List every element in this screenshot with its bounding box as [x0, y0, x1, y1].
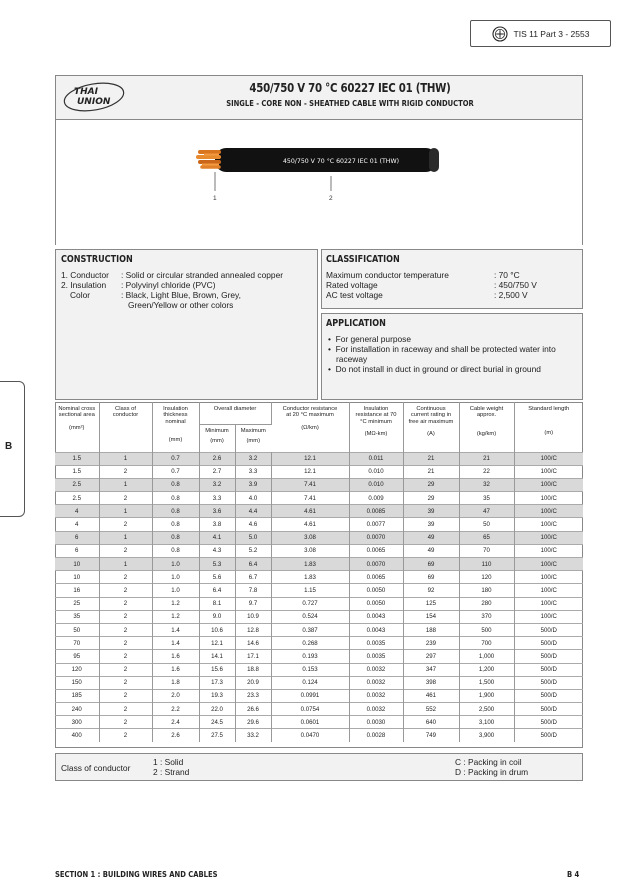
callout-2: 2 — [329, 195, 333, 202]
table-cell: 18.8 — [235, 663, 271, 676]
table-cell: 347 — [403, 663, 459, 676]
table-cell: 69 — [403, 558, 459, 571]
callout-1: 1 — [213, 195, 217, 202]
table-cell: 29 — [403, 492, 459, 505]
color-value: : Black, Light Blue, Brown, Grey, — [121, 290, 241, 300]
table-cell: 3.2 — [235, 452, 271, 465]
table-cell: 2 — [99, 703, 152, 716]
legend-panel — [55, 753, 583, 781]
table-cell: 1.15 — [271, 584, 349, 597]
color-label: Color — [70, 290, 91, 300]
table-cell: 24.5 — [199, 716, 235, 729]
table-row — [55, 597, 583, 610]
table-cell: 0.0754 — [271, 703, 349, 716]
table-cell: 0.0032 — [349, 663, 403, 676]
table-cell: 3.9 — [235, 478, 271, 491]
table-cell: 2 — [99, 637, 152, 650]
table-cell: 0.0991 — [271, 689, 349, 702]
table-cell: 2.0 — [152, 689, 199, 702]
table-cell: 100/C — [514, 452, 583, 465]
table-cell: 29 — [403, 478, 459, 491]
footer-page: B 4 — [567, 870, 580, 879]
application-item: • For installation in raceway and shall be protected water into — [328, 344, 556, 354]
table-cell: 110 — [459, 558, 514, 571]
legend-solid: 1 : Solid — [153, 757, 184, 767]
table-cell: 10 — [55, 571, 99, 584]
table-cell: 69 — [403, 571, 459, 584]
table-cell: 21 — [459, 452, 514, 465]
table-cell: 65 — [459, 531, 514, 544]
table-row — [55, 584, 583, 597]
table-cell: 3.08 — [271, 531, 349, 544]
table-cell: 0.8 — [152, 544, 199, 557]
table-cell: 95 — [55, 650, 99, 663]
table-cell: 400 — [55, 729, 99, 742]
col-insulation: Insulation thickness nominal (mm) — [152, 402, 199, 452]
table-cell: 12.8 — [235, 623, 271, 636]
application-item: • For general purpose — [328, 334, 412, 344]
table-cell: 100/C — [514, 492, 583, 505]
table-cell: 240 — [55, 703, 99, 716]
max-temp-value: : 70 °C — [494, 270, 520, 280]
table-row — [55, 610, 583, 623]
table-cell: 0.124 — [271, 676, 349, 689]
table-cell: 5.2 — [235, 544, 271, 557]
table-cell: 3.2 — [199, 478, 235, 491]
table-cell: 1.0 — [152, 558, 199, 571]
col-length: Standard length (m) — [528, 406, 570, 437]
thai-union-logo — [62, 80, 130, 114]
table-cell: 3.6 — [199, 505, 235, 518]
svg-text:UNION: UNION — [77, 97, 111, 107]
table-row — [55, 663, 583, 676]
table-cell: 700 — [459, 637, 514, 650]
table-row — [55, 465, 583, 478]
table-cell: 297 — [403, 650, 459, 663]
table-cell: 120 — [55, 663, 99, 676]
table-cell: 2 — [99, 465, 152, 478]
svg-text:THAI: THAI — [74, 87, 98, 97]
ac-test-value: : 2,500 V — [494, 290, 528, 300]
table-cell: 23.3 — [235, 689, 271, 702]
table-cell: 370 — [459, 610, 514, 623]
table-cell: 0.0070 — [349, 558, 403, 571]
table-cell: 500 — [459, 623, 514, 636]
cable-illustration — [195, 140, 445, 205]
table-cell: 180 — [459, 584, 514, 597]
table-cell: 16 — [55, 584, 99, 597]
table-row — [55, 505, 583, 518]
table-cell: 9.7 — [235, 597, 271, 610]
table-cell: 1.83 — [271, 558, 349, 571]
table-cell: 398 — [403, 676, 459, 689]
legend-coil: C : Packing in coil — [455, 757, 522, 767]
table-cell: 4 — [55, 505, 99, 518]
table-cell: 2 — [99, 676, 152, 689]
conductor-value: : Solid or circular stranded annealed copper — [121, 270, 284, 280]
max-temp-label: Maximum conductor temperature — [326, 270, 449, 280]
table-cell: 500/D — [514, 637, 583, 650]
table-cell: 0.727 — [271, 597, 349, 610]
table-cell: 1 — [99, 505, 152, 518]
table-cell: 0.0035 — [349, 650, 403, 663]
classification-panel — [321, 249, 583, 309]
table-cell: 15.6 — [199, 663, 235, 676]
page-subtitle: SINGLE - CORE NON - SHEATHED CABLE WITH RIGID CONDUCTOR — [226, 99, 474, 108]
table-cell: 1.4 — [152, 623, 199, 636]
table-cell: 100/C — [514, 597, 583, 610]
table-cell: 239 — [403, 637, 459, 650]
table-cell: 0.8 — [152, 492, 199, 505]
table-cell: 10.6 — [199, 623, 235, 636]
table-cell: 100/C — [514, 584, 583, 597]
col-overall-diameter: Overall diameter — [199, 402, 271, 424]
table-cell: 2 — [99, 663, 152, 676]
table-cell: 1 — [99, 452, 152, 465]
table-cell: 500/D — [514, 623, 583, 636]
table-cell: 0.0030 — [349, 716, 403, 729]
table-cell: 2.2 — [152, 703, 199, 716]
table-cell: 2.4 — [152, 716, 199, 729]
table-cell: 3.08 — [271, 544, 349, 557]
table-row — [55, 478, 583, 491]
col-insulation-resistance: Insulation resistance at 70 °C minimum (MΩ-km) — [349, 402, 403, 452]
table-cell: 1 — [99, 558, 152, 571]
construction-panel — [55, 249, 318, 400]
legend-strand: 2 : Strand — [153, 767, 190, 777]
table-cell: 1.2 — [152, 610, 199, 623]
table-cell: 17.1 — [235, 650, 271, 663]
table-cell: 1,200 — [459, 663, 514, 676]
table-cell: 100/C — [514, 505, 583, 518]
table-cell: 185 — [55, 689, 99, 702]
table-cell: 0.268 — [271, 637, 349, 650]
table-cell: 4.1 — [199, 531, 235, 544]
col-od-min: Minimum (mm) — [199, 424, 235, 452]
legend-label: Class of conductor — [61, 763, 131, 773]
table-cell: 29.6 — [235, 716, 271, 729]
table-cell: 0.8 — [152, 478, 199, 491]
table-cell: 21 — [403, 465, 459, 478]
table-cell: 1.4 — [152, 637, 199, 650]
table-cell: 6.7 — [235, 571, 271, 584]
table-cell: 26.6 — [235, 703, 271, 716]
table-cell: 100/C — [514, 465, 583, 478]
table-cell: 0.0032 — [349, 676, 403, 689]
table-header-row — [55, 402, 583, 424]
table-cell: 49 — [403, 531, 459, 544]
table-cell: 19.3 — [199, 689, 235, 702]
table-cell: 2.5 — [55, 492, 99, 505]
table-cell: 4 — [55, 518, 99, 531]
table-cell: 1.83 — [271, 571, 349, 584]
table-cell: 2 — [99, 610, 152, 623]
table-cell: 0.7 — [152, 452, 199, 465]
table-cell: 6 — [55, 544, 99, 557]
table-cell: 3.8 — [199, 518, 235, 531]
table-cell: 0.8 — [152, 505, 199, 518]
col-resistance: Conductor resistance at 20 °C maximum (Ω/km) — [271, 402, 349, 452]
col-weight: Cable weight approx. (kg/km) — [459, 402, 514, 452]
table-cell: 0.8 — [152, 518, 199, 531]
table-cell: 3.3 — [235, 465, 271, 478]
table-cell: 92 — [403, 584, 459, 597]
table-cell: 0.0601 — [271, 716, 349, 729]
table-cell: 0.0032 — [349, 689, 403, 702]
table-cell: 3,900 — [459, 729, 514, 742]
table-cell: 50 — [55, 623, 99, 636]
table-cell: 0.0035 — [349, 637, 403, 650]
table-cell: 0.0050 — [349, 584, 403, 597]
table-cell: 12.1 — [271, 465, 349, 478]
table-row — [55, 689, 583, 702]
table-cell: 2 — [99, 729, 152, 742]
classification-heading: CLASSIFICATION — [326, 254, 400, 265]
table-cell: 22.0 — [199, 703, 235, 716]
table-cell: 0.011 — [349, 452, 403, 465]
table-cell: 20.9 — [235, 676, 271, 689]
table-cell: 0.193 — [271, 650, 349, 663]
table-cell: 0.009 — [349, 492, 403, 505]
table-cell: 0.387 — [271, 623, 349, 636]
table-cell: 1,500 — [459, 676, 514, 689]
table-cell: 0.0470 — [271, 729, 349, 742]
table-cell: 188 — [403, 623, 459, 636]
table-cell: 500/D — [514, 689, 583, 702]
table-cell: 33.2 — [235, 729, 271, 742]
table-cell: 25 — [55, 597, 99, 610]
table-cell: 2 — [99, 544, 152, 557]
ac-test-label: AC test voltage — [326, 290, 383, 300]
table-cell: 4.6 — [235, 518, 271, 531]
table-cell: 1,000 — [459, 650, 514, 663]
table-cell: 70 — [55, 637, 99, 650]
table-cell: 0.0065 — [349, 544, 403, 557]
table-cell: 100/C — [514, 531, 583, 544]
table-cell: 2 — [99, 623, 152, 636]
table-cell: 1.6 — [152, 650, 199, 663]
application-heading: APPLICATION — [326, 318, 386, 329]
table-cell: 100/C — [514, 610, 583, 623]
table-row — [55, 571, 583, 584]
table-row — [55, 716, 583, 729]
table-cell: 8.1 — [199, 597, 235, 610]
table-cell: 2 — [99, 518, 152, 531]
rated-voltage-label: Rated voltage — [326, 280, 378, 290]
table-cell: 120 — [459, 571, 514, 584]
table-cell: 2.7 — [199, 465, 235, 478]
table-cell: 1.0 — [152, 571, 199, 584]
table-cell: 5.6 — [199, 571, 235, 584]
table-cell: 125 — [403, 597, 459, 610]
table-cell: 500/D — [514, 650, 583, 663]
table-row — [55, 452, 583, 465]
legend-drum: D : Packing in drum — [455, 767, 529, 777]
table-row — [55, 729, 583, 742]
table-cell: 7.41 — [271, 478, 349, 491]
table-cell: 10.9 — [235, 610, 271, 623]
color-value-2: Green/Yellow or other colors — [128, 300, 234, 310]
table-cell: 1.8 — [152, 676, 199, 689]
table-row — [55, 623, 583, 636]
table-cell: 1.6 — [152, 663, 199, 676]
table-row — [55, 650, 583, 663]
table-cell: 49 — [403, 544, 459, 557]
table-cell: 0.0043 — [349, 610, 403, 623]
table-cell: 461 — [403, 689, 459, 702]
table-cell: 3,100 — [459, 716, 514, 729]
table-cell: 0.7 — [152, 465, 199, 478]
standard-badge — [470, 20, 611, 47]
table-cell: 12.1 — [271, 452, 349, 465]
table-row — [55, 676, 583, 689]
table-cell: 1,900 — [459, 689, 514, 702]
table-cell: 500/D — [514, 676, 583, 689]
standard-label: TIS 11 Part 3 - 2553 — [513, 28, 590, 39]
col-area: Nominal cross sectional area (mm²) — [55, 402, 99, 452]
table-cell: 21 — [403, 452, 459, 465]
table-cell: 640 — [403, 716, 459, 729]
table-cell: 6 — [55, 531, 99, 544]
table-cell: 0.153 — [271, 663, 349, 676]
table-row — [55, 531, 583, 544]
application-panel — [321, 313, 583, 400]
table-cell: 9.0 — [199, 610, 235, 623]
table-cell: 280 — [459, 597, 514, 610]
table-cell: 14.1 — [199, 650, 235, 663]
conductor-label: 1. Conductor — [61, 270, 109, 280]
table-cell: 2 — [99, 584, 152, 597]
section-tab: B — [0, 381, 25, 517]
table-cell: 32 — [459, 478, 514, 491]
table-cell: 500/D — [514, 703, 583, 716]
table-row — [55, 558, 583, 571]
table-cell: 300 — [55, 716, 99, 729]
table-cell: 100/C — [514, 571, 583, 584]
table-cell: 4.4 — [235, 505, 271, 518]
spec-table — [55, 402, 583, 742]
table-cell: 2.6 — [152, 729, 199, 742]
table-cell: 22 — [459, 465, 514, 478]
tis-mark-icon — [492, 26, 508, 42]
table-cell: 6.4 — [235, 558, 271, 571]
table-cell: 7.8 — [235, 584, 271, 597]
table-cell: 0.0032 — [349, 703, 403, 716]
table-cell: 500/D — [514, 716, 583, 729]
table-cell: 749 — [403, 729, 459, 742]
table-cell: 5.0 — [235, 531, 271, 544]
table-cell: 1.0 — [152, 584, 199, 597]
table-cell: 1 — [99, 478, 152, 491]
table-cell: 1.5 — [55, 452, 99, 465]
table-cell: 2 — [99, 597, 152, 610]
footer-section: SECTION 1 : BUILDING WIRES AND CABLES — [55, 870, 218, 879]
table-cell: 35 — [55, 610, 99, 623]
table-cell: 5.3 — [199, 558, 235, 571]
table-cell: 0.0065 — [349, 571, 403, 584]
col-class: Class of conductor — [99, 402, 152, 452]
application-item: • Do not install in duct in ground or direct burial in ground — [328, 364, 541, 374]
table-cell: 0.0028 — [349, 729, 403, 742]
construction-heading: CONSTRUCTION — [61, 254, 133, 265]
table-cell: 2 — [99, 689, 152, 702]
table-cell: 0.0077 — [349, 518, 403, 531]
table-row — [55, 544, 583, 557]
page-title: 450/750 V 70 °C 60227 IEC 01 (THW) — [249, 81, 451, 95]
table-row — [55, 703, 583, 716]
table-cell: 500/D — [514, 663, 583, 676]
table-cell: 500/D — [514, 729, 583, 742]
table-cell: 100/C — [514, 558, 583, 571]
table-row — [55, 518, 583, 531]
table-row — [55, 637, 583, 650]
table-cell: 552 — [403, 703, 459, 716]
table-cell: 14.6 — [235, 637, 271, 650]
table-cell: 0.010 — [349, 465, 403, 478]
table-cell: 154 — [403, 610, 459, 623]
table-cell: 17.3 — [199, 676, 235, 689]
table-cell: 1.2 — [152, 597, 199, 610]
table-cell: 7.41 — [271, 492, 349, 505]
table-cell: 2 — [99, 650, 152, 663]
table-cell: 0.0050 — [349, 597, 403, 610]
col-od-max: Maximum (mm) — [240, 427, 266, 444]
application-item-cont: raceway — [336, 354, 368, 364]
table-cell: 0.0070 — [349, 531, 403, 544]
table-cell: 0.524 — [271, 610, 349, 623]
table-cell: 4.3 — [199, 544, 235, 557]
cable-print-text: 450/750 V 70 °C 60227 IEC 01 (THW) — [283, 158, 399, 165]
table-cell: 2,500 — [459, 703, 514, 716]
table-cell: 2.6 — [199, 452, 235, 465]
table-cell: 100/C — [514, 518, 583, 531]
table-cell: 27.5 — [199, 729, 235, 742]
table-cell: 0.0043 — [349, 623, 403, 636]
rated-voltage-value: : 450/750 V — [494, 280, 537, 290]
table-cell: 39 — [403, 505, 459, 518]
table-cell: 2 — [99, 716, 152, 729]
table-cell: 6.4 — [199, 584, 235, 597]
table-cell: 1 — [99, 531, 152, 544]
table-cell: 12.1 — [199, 637, 235, 650]
col-current: Continuous current rating in free air maximum (A) — [403, 402, 459, 452]
insulation-value: : Polyvinyl chloride (PVC) — [121, 280, 216, 290]
table-cell: 47 — [459, 505, 514, 518]
table-cell: 100/C — [514, 478, 583, 491]
table-cell: 2.5 — [55, 478, 99, 491]
table-cell: 4.61 — [271, 518, 349, 531]
insulation-label: 2. Insulation — [61, 280, 107, 290]
table-cell: 39 — [403, 518, 459, 531]
table-cell: 0.010 — [349, 478, 403, 491]
table-cell: 0.0085 — [349, 505, 403, 518]
table-cell: 2 — [99, 492, 152, 505]
table-cell: 70 — [459, 544, 514, 557]
table-cell: 0.8 — [152, 531, 199, 544]
table-cell: 3.3 — [199, 492, 235, 505]
table-cell: 10 — [55, 558, 99, 571]
table-cell: 4.0 — [235, 492, 271, 505]
table-cell: 50 — [459, 518, 514, 531]
table-cell: 100/C — [514, 544, 583, 557]
table-cell: 4.61 — [271, 505, 349, 518]
table-cell: 35 — [459, 492, 514, 505]
table-cell: 2 — [99, 571, 152, 584]
table-cell: 150 — [55, 676, 99, 689]
table-cell: 1.5 — [55, 465, 99, 478]
table-row — [55, 492, 583, 505]
